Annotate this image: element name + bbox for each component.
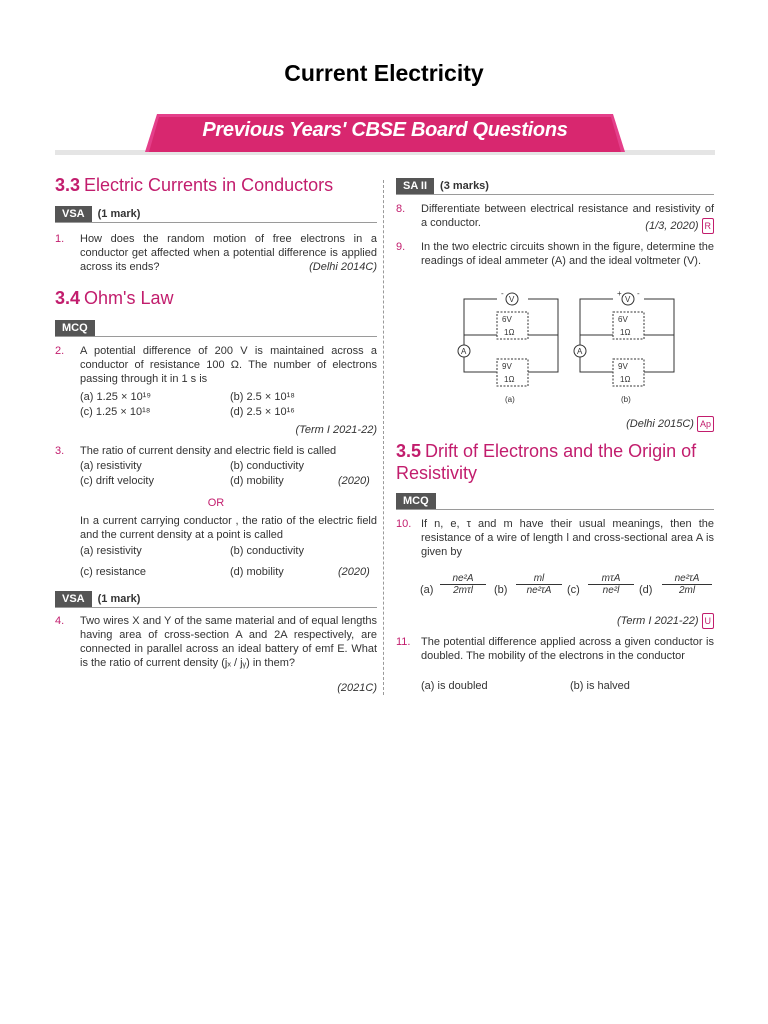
- tag-label: MCQ: [396, 493, 436, 510]
- tag-rule: [396, 509, 714, 510]
- option-d: (d) mobility: [230, 475, 284, 487]
- option-a-fraction: [440, 573, 486, 596]
- polarity-plus: +: [617, 289, 622, 298]
- question-11: [396, 635, 714, 680]
- circuit-a: [464, 299, 558, 386]
- emf-label: 9V: [502, 362, 512, 371]
- option-a: (a) resistivity: [80, 460, 142, 472]
- option-c: (c) drift velocity: [80, 475, 154, 487]
- question-number: 1.: [55, 233, 65, 245]
- tag-label: VSA: [55, 206, 92, 223]
- emf-label: 6V: [618, 315, 628, 324]
- denominator: 2mτl: [453, 585, 473, 596]
- tag-label: VSA: [55, 591, 92, 608]
- option-c: (c) resistance: [80, 566, 147, 578]
- polarity-minus: -: [637, 289, 640, 298]
- question-text: A potential difference of 200 V is maintained across a conductor of resistance 100 Ω. The number of electrons passing through it in 1 s is: [80, 345, 377, 385]
- emf-label: 6V: [502, 315, 512, 324]
- option-b: (b) conductivity: [230, 545, 304, 557]
- question-text: Differentiate between electrical resistance and resistivity of a conductor.: [421, 203, 714, 229]
- tag-marks: (1 mark): [97, 593, 141, 605]
- option-a: (a) resistivity: [80, 545, 142, 557]
- numerator: ml: [516, 573, 562, 585]
- option-a-label: (a): [420, 584, 434, 596]
- option-b: (b) conductivity: [230, 460, 304, 472]
- question-text: If n, e, τ and m have their usual meanings, then the resistance of a wire of length l and cross-sectional area A is given by: [421, 518, 714, 558]
- tag-rule: [55, 607, 377, 608]
- voltmeter-label: V: [625, 295, 631, 304]
- option-c-label: (c): [567, 584, 580, 596]
- question-text: Two wires X and Y of the same material and of equal lengths having area of cross-section A and 2A respectively, are connected in parallel across an ideal battery of emf E. What is the ratio of current density (jₓ / jᵧ) in them?: [80, 615, 377, 669]
- question-10: [396, 517, 714, 562]
- denominator: ne²τA: [526, 585, 552, 596]
- resistance-label: 1Ω: [620, 375, 631, 384]
- resistance-label: 1Ω: [620, 328, 631, 337]
- question-source: [560, 416, 714, 432]
- denominator: 2ml: [678, 585, 696, 596]
- question-source: [560, 218, 714, 234]
- numerator: mτA: [588, 573, 634, 585]
- section-heading-3-3: [55, 175, 333, 196]
- or-separator: OR: [207, 497, 225, 509]
- tag-marks: (1 mark): [97, 208, 141, 220]
- question-3-alt-text: In a current carrying conductor , the ratio of the electric field and the current density at a point is called: [80, 515, 377, 541]
- meters: [458, 293, 634, 357]
- section-heading-3-5: [396, 440, 714, 484]
- option-a: (a) 1.25 × 10¹⁹: [80, 391, 152, 403]
- question-number: 11.: [396, 636, 411, 648]
- option-b: (b) 2.5 × 10¹⁸: [230, 391, 295, 403]
- caption-b: (b): [621, 395, 631, 404]
- question-number: 4.: [55, 615, 65, 627]
- banner-title: Previous Years' CBSE Board Questions: [202, 119, 568, 141]
- question-source: (2020): [338, 475, 370, 487]
- tag-label: MCQ: [55, 320, 95, 337]
- remember-badge: R: [702, 218, 715, 234]
- tag-rule: [55, 222, 377, 223]
- question-4: [55, 614, 377, 689]
- voltmeter-label: V: [509, 295, 515, 304]
- polarity-minus: -: [501, 289, 504, 298]
- mcq-tag-2: [396, 493, 436, 510]
- mcq-tag-1: [55, 320, 95, 337]
- tag-label: SA II: [396, 178, 434, 195]
- question-number: 2.: [55, 345, 65, 357]
- question-source: [540, 613, 714, 629]
- tag-marks: (3 marks): [440, 180, 489, 192]
- numerator: ne²A: [440, 573, 486, 585]
- option-d-fraction: [662, 573, 712, 596]
- column-divider: [383, 180, 384, 695]
- option-b-label: (b): [494, 584, 508, 596]
- vsa-tag-2: [55, 591, 140, 608]
- question-source: (2021C): [337, 682, 377, 694]
- option-b-fraction: [516, 573, 562, 596]
- question-number: 3.: [55, 445, 65, 457]
- question-3: [55, 444, 377, 460]
- option-d-label: (d): [639, 584, 653, 596]
- option-d: (d) 2.5 × 10¹⁶: [230, 406, 295, 418]
- tag-rule: [396, 194, 714, 195]
- ammeter-label: A: [461, 347, 467, 356]
- option-b: (b) is halved: [570, 680, 630, 692]
- section-number: 3.3: [55, 175, 81, 195]
- denominator: ne²l: [602, 585, 620, 596]
- emf-label: 9V: [618, 362, 628, 371]
- question-text: The ratio of current density and electric field is called: [80, 445, 337, 457]
- question-number: 9.: [396, 241, 406, 253]
- section-heading-3-4: [55, 288, 174, 309]
- source-text: (1/3, 2020): [645, 220, 699, 232]
- question-text: How does the random motion of free electrons in a conductor get affected when a potential difference is applied across its ends?: [80, 233, 377, 273]
- question-text: The potential difference applied across a given conductor is doubled. The mobility of the electrons in the conductor: [421, 636, 714, 662]
- caption-a: (a): [505, 395, 515, 404]
- question-source: (Term I 2021-22): [295, 424, 377, 436]
- ammeter-label: A: [577, 347, 583, 356]
- question-9: [396, 240, 714, 285]
- vsa-tag-1: [55, 206, 140, 223]
- question-2: [55, 344, 377, 389]
- section-title: Drift of Electrons and the Origin of Resistivity: [396, 441, 697, 483]
- section-title: Electric Currents in Conductors: [84, 175, 334, 195]
- question-source: (2020): [338, 566, 370, 578]
- question-source: (Delhi 2014C): [309, 261, 377, 273]
- option-c-fraction: [588, 573, 634, 596]
- section-title: Ohm's Law: [84, 288, 174, 308]
- option-c: (c) 1.25 × 10¹⁸: [80, 406, 151, 418]
- tag-rule: [55, 336, 377, 337]
- understand-badge: U: [702, 613, 715, 629]
- question-text: In the two electric circuits shown in the figure, determine the readings of ideal ammeter (A) and the ideal voltmeter (V).: [421, 241, 714, 267]
- resistance-label: 1Ω: [504, 375, 515, 384]
- section-number: 3.4: [55, 288, 81, 308]
- resistance-label: 1Ω: [504, 328, 515, 337]
- section-number: 3.5: [396, 441, 422, 461]
- page-title: Current Electricity: [284, 60, 484, 86]
- source-text: (Term I 2021-22): [616, 615, 699, 627]
- source-text: (Delhi 2015C): [626, 418, 694, 430]
- circuit-b: [580, 299, 674, 386]
- numerator: ne²τA: [662, 573, 712, 585]
- saii-tag: [396, 178, 489, 195]
- question-number: 10.: [396, 518, 412, 530]
- question-number: 8.: [396, 203, 406, 215]
- option-a: (a) is doubled: [421, 680, 488, 692]
- apply-badge: Ap: [697, 416, 714, 432]
- option-d: (d) mobility: [230, 566, 284, 578]
- circuit-diagrams: [450, 287, 690, 412]
